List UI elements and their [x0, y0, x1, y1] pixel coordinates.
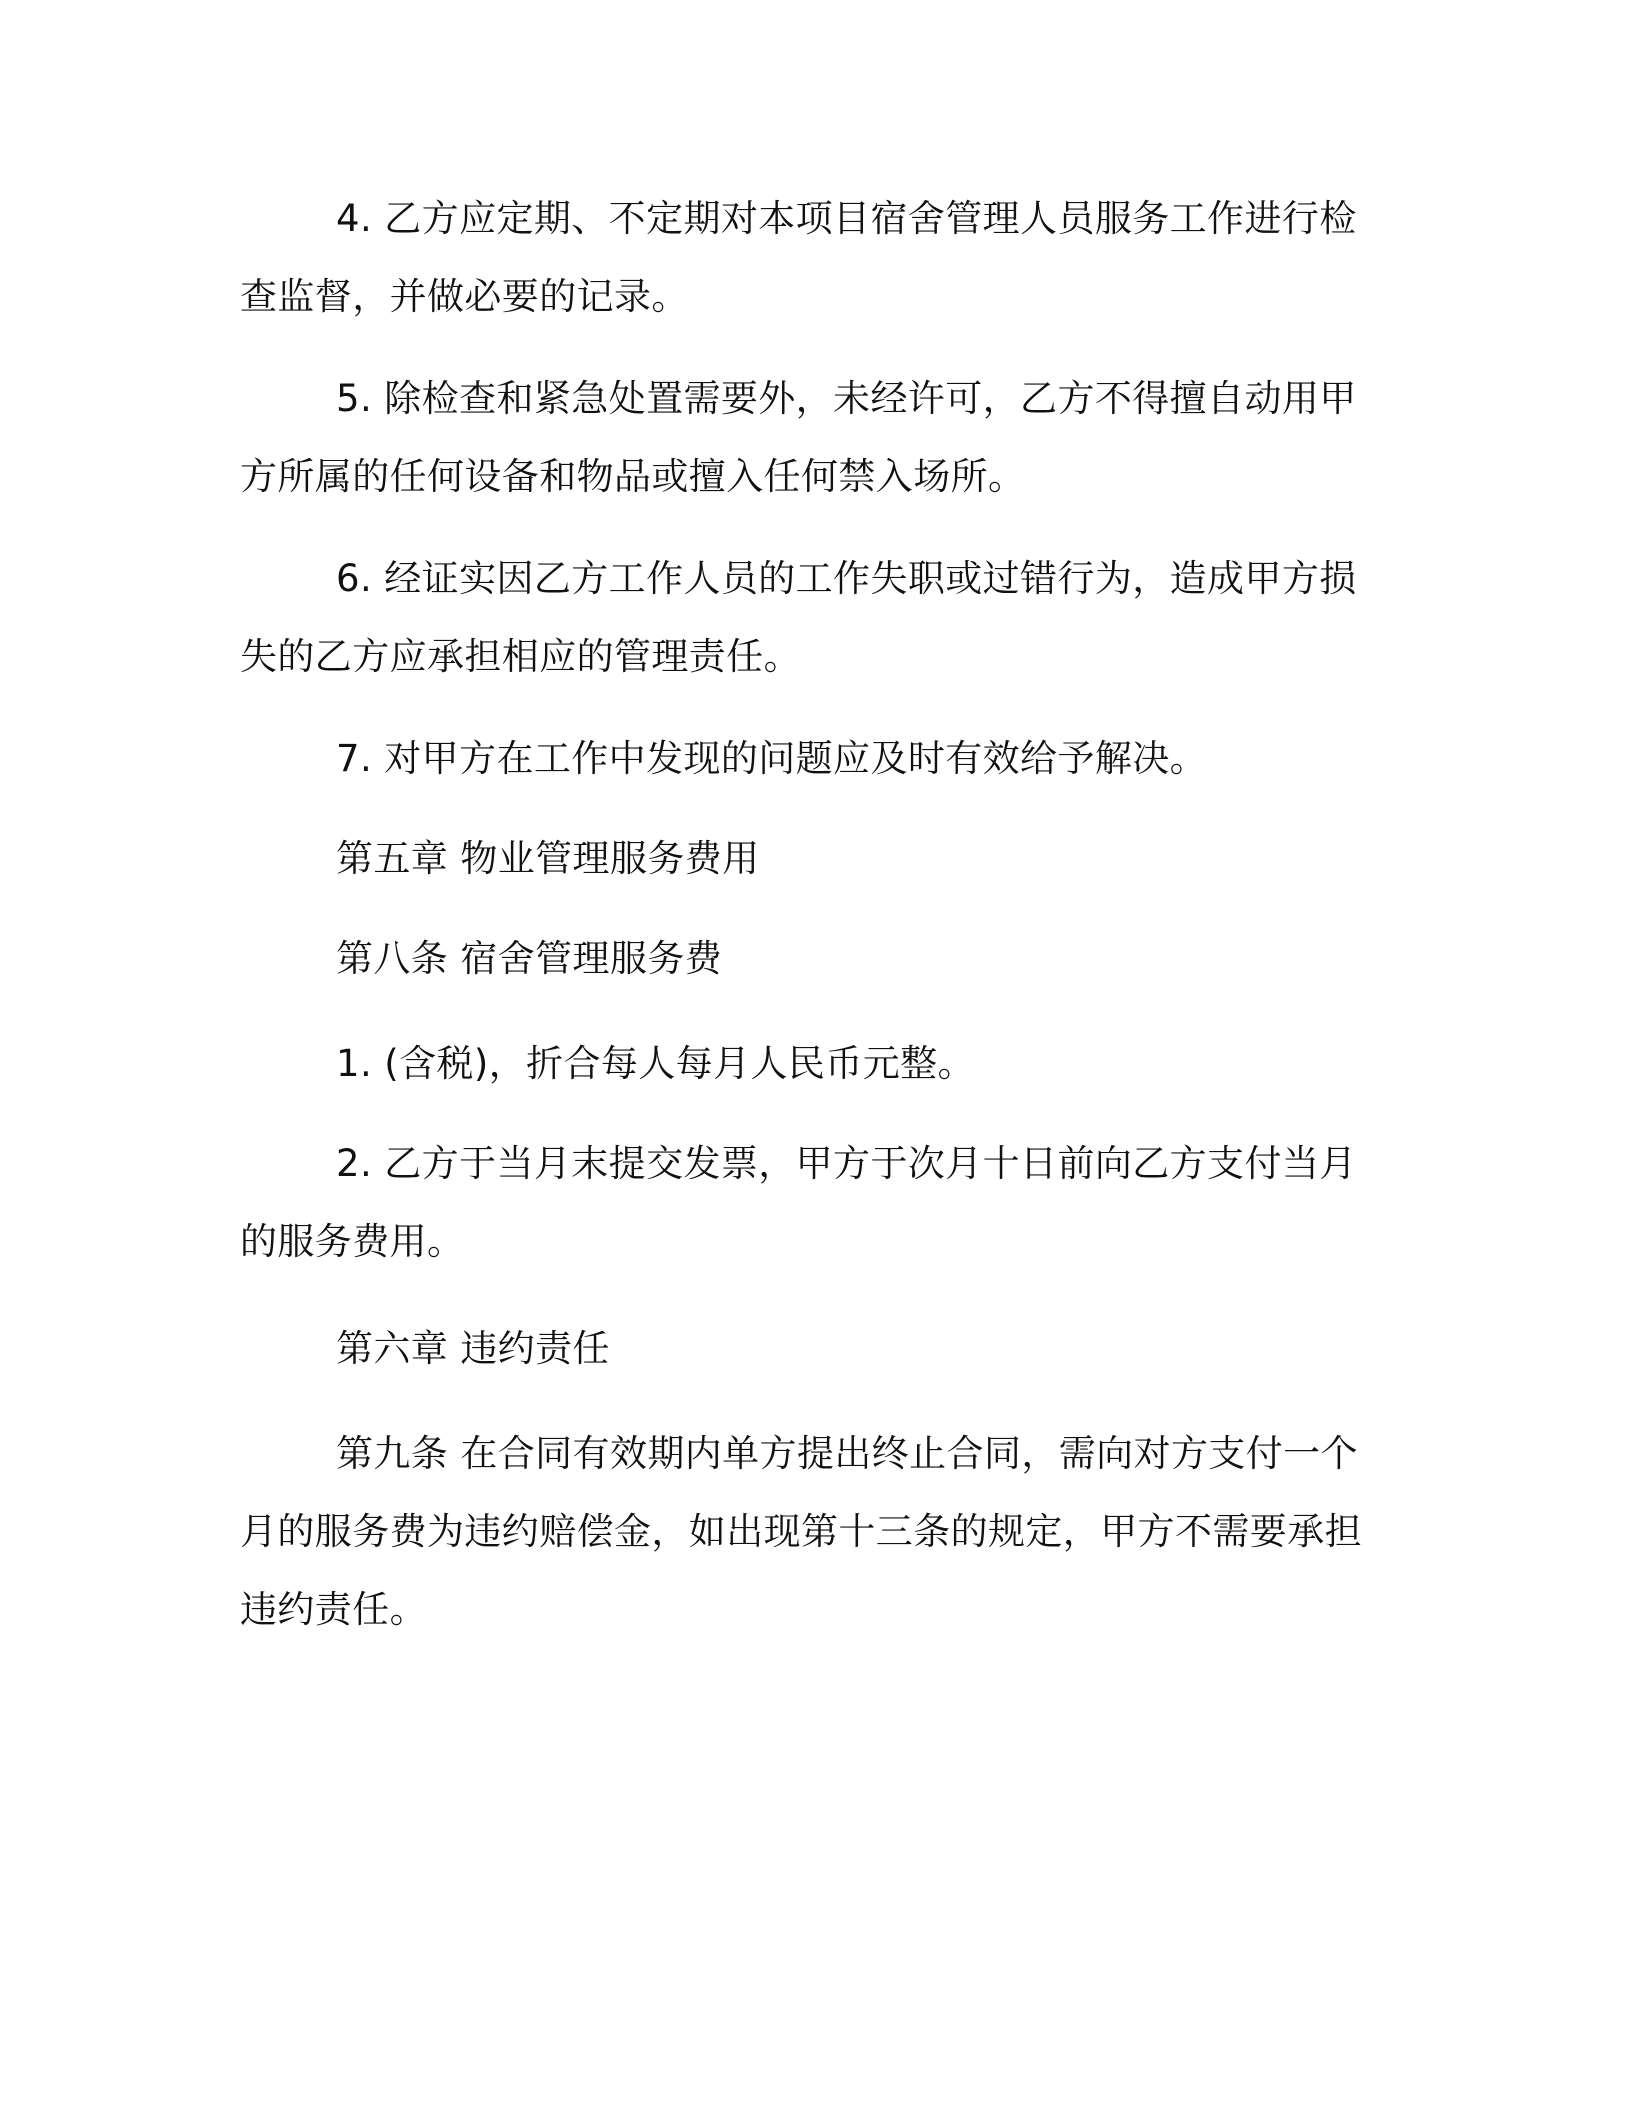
paragraph-item-5: 5. 除检查和紧急处置需要外，未经许可，乙方不得擅自动用甲方所属的任何设备和物品或擅入任何禁入场所。	[240, 377, 1357, 498]
chapter-5-heading: 第五章 物业管理服务费用	[336, 837, 760, 880]
article-8-heading: 第八条 宿舍管理服务费	[336, 937, 723, 980]
article-9-paragraph: 第九条 在合同有效期内单方提出终止合同，需向对方支付一个月的服务费为违约赔偿金，如出现第十三条的规定，甲方不需要承担违约责任。	[240, 1432, 1362, 1631]
paragraph-fee-2: 2. 乙方于当月末提交发票，甲方于次月十日前向乙方支付当月的服务费用。	[240, 1142, 1357, 1263]
chapter-6-heading: 第六章 违约责任	[336, 1327, 610, 1370]
paragraph-fee-1: 1. (含税)，折合每人每月人民币元整。	[336, 1042, 975, 1085]
paragraph-item-4: 4. 乙方应定期、不定期对本项目宿舍管理人员服务工作进行检查监督，并做必要的记录。	[240, 197, 1357, 318]
paragraph-item-6: 6. 经证实因乙方工作人员的工作失职或过错行为，造成甲方损失的乙方应承担相应的管理责任。	[240, 557, 1357, 678]
paragraph-item-7: 7. 对甲方在工作中发现的问题应及时有效给予解决。	[336, 737, 1208, 780]
